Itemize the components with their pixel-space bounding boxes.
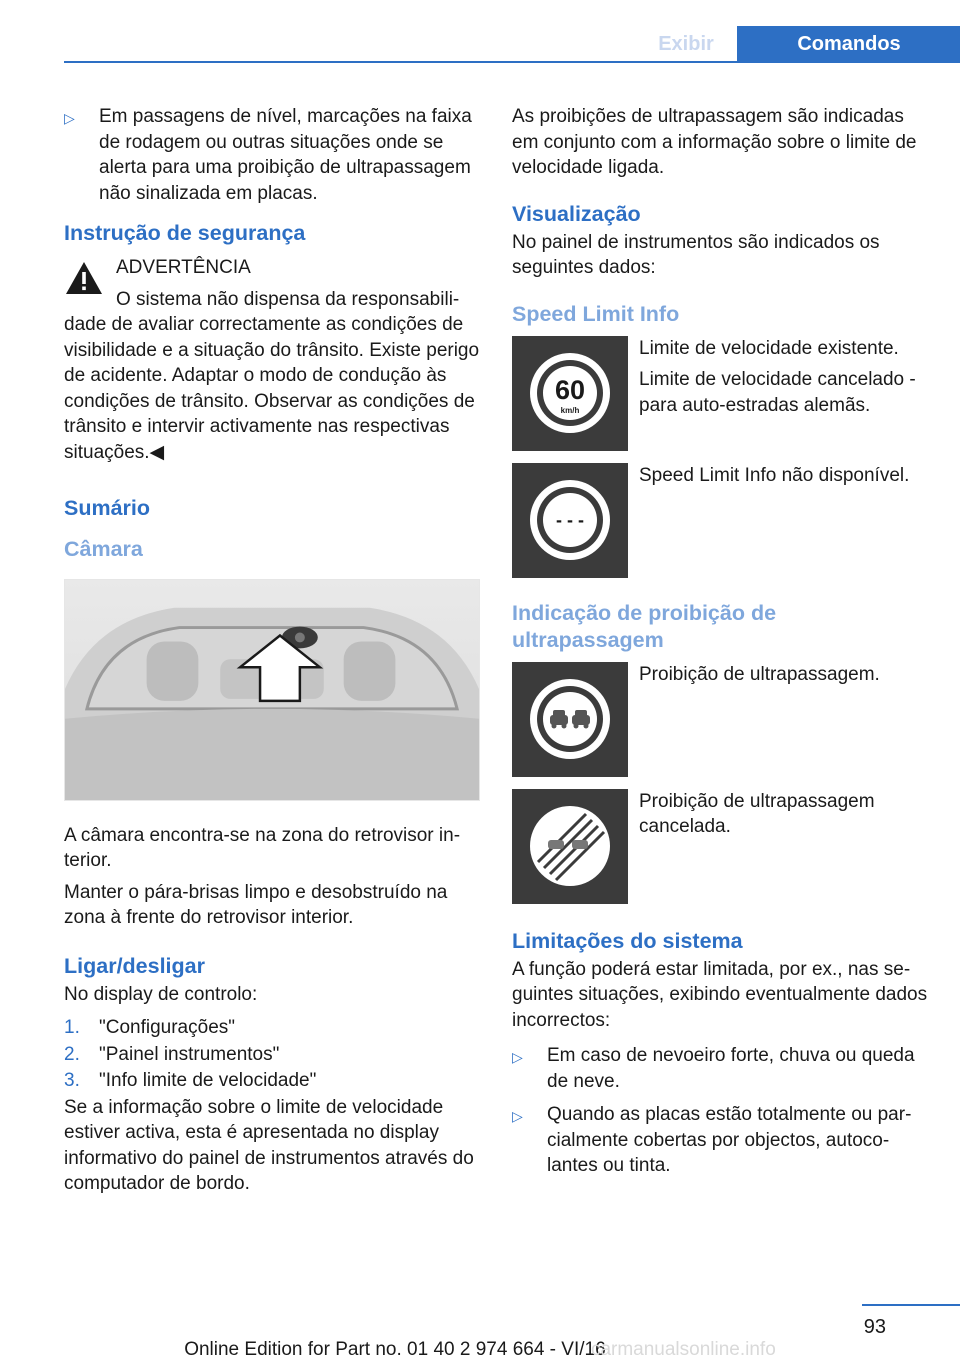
camera-photo (64, 579, 480, 801)
camera-text-1: A câmara encontra-se na zona do retrovisor interior. (64, 824, 461, 871)
left-column (64, 104, 482, 1203)
sign-row (512, 789, 930, 904)
sign-text (628, 789, 930, 904)
no-passing-icon (528, 677, 612, 761)
sli-text-2: Limite de velocidade cancelado - para auto-estradas alemãs. (639, 369, 916, 416)
sign-row (512, 336, 930, 451)
warning-text (64, 287, 482, 466)
no-passing-text-1: Proibição de ultrapassagem. (639, 663, 880, 685)
right-column (512, 104, 930, 1187)
footer-rule (862, 1304, 960, 1306)
warning-icon (64, 260, 104, 296)
step-number: 2. (64, 1043, 80, 1065)
summary-heading: Sumário (64, 496, 151, 520)
step-number: 1. (64, 1017, 80, 1038)
bullet-text: Quando as placas estão totalmente ou parcialmente cobertas por objectos, autocolantes ou tinta. (547, 1104, 912, 1176)
camera-text-2: Manter o pára-brisas limpo e desobstruído na zona à frente do retrovisor interior. (64, 881, 448, 928)
sign-speed-value: 60 (554, 375, 586, 405)
edition-text: Online Edition for Part no. 01 40 2 974 664 - VI/16 (184, 1339, 606, 1360)
warning-block (64, 255, 482, 465)
step-text: "Info limite de velocidade" (99, 1070, 317, 1091)
sign-dashes: - - - (556, 510, 584, 530)
right-intro: As proibições de ultrapassagem são indicadas em conjunto com a informação sobre o limite de velocidade ligada. (512, 106, 917, 178)
sign-text (628, 662, 880, 777)
speed-sign-60-icon (528, 351, 612, 435)
speed-limit-60-sign (512, 336, 628, 451)
no-passing-cancelled-icon (528, 804, 612, 888)
header-rule (64, 61, 960, 63)
sli-text-3: Speed Limit Info não disponível. (639, 464, 910, 486)
onoff-outro: Se a informação sobre o limite de velocidade estiver activa, esta é apresentada no display informativo do painel de instrumentos através do computador de bordo. (64, 1096, 474, 1194)
safety-heading: Instrução de segurança (64, 221, 306, 245)
list-item (512, 1102, 930, 1179)
list-item (64, 1068, 482, 1094)
sli-text-1: Limite de velocidade existente. (639, 337, 899, 359)
bullet-text: Em passagens de nível, marcações na faixa de rodagem ou outras situações onde se alerta para uma proibição de ultrapassagem não sinalizada em placas. (99, 106, 472, 204)
header-tabs (635, 26, 960, 62)
sign-text (628, 336, 930, 451)
display-heading: Visualização (512, 201, 641, 226)
bullet-text: Em caso de nevoeiro forte, chuva ou queda de neve. (547, 1045, 915, 1092)
warning-title: ADVERTÊNCIA (116, 257, 251, 278)
edition-line (0, 1339, 960, 1361)
list-item (512, 1043, 930, 1094)
step-text: "Painel instrumentos" (99, 1043, 280, 1065)
onoff-intro: No display de controlo: (64, 983, 258, 1005)
sign-speed-unit: km/h (560, 406, 580, 415)
bullet-triangle-icon: ▷ (512, 1049, 523, 1065)
camera-heading: Câmara (64, 537, 143, 561)
sign-row (512, 463, 930, 578)
onoff-heading: Ligar/desligar (64, 953, 205, 978)
speed-limit-unavailable-sign (512, 463, 628, 578)
tab-exibir[interactable]: Exibir (658, 32, 714, 55)
bullet-triangle-icon: ▷ (512, 1108, 523, 1124)
speed-sign-unavailable-icon (528, 478, 612, 562)
list-item (64, 104, 482, 206)
limits-heading: Limitações do sistema (512, 928, 743, 953)
limits-text: A função poderá estar limitada, por ex., nas seguintes situações, exibindo eventualmente dados incorrectos: (512, 958, 928, 1031)
list-item (64, 1042, 482, 1068)
steps-list (64, 1015, 482, 1094)
list-item (64, 1015, 482, 1041)
tab-comandos[interactable]: Comandos (737, 26, 960, 62)
speed-limit-info-heading: Speed Limit Info (512, 301, 680, 326)
no-passing-text-2: Proibição de ultrapassagem cancelada. (639, 790, 875, 837)
no-passing-sign (512, 662, 628, 777)
sign-text (628, 463, 909, 578)
no-passing-heading: Indicação de proibição de ultrapassagem (512, 600, 777, 652)
step-text: "Configurações" (99, 1017, 236, 1038)
sign-row (512, 662, 930, 777)
step-number: 3. (64, 1070, 80, 1091)
no-passing-cancelled-sign (512, 789, 628, 904)
watermark: carmanualsonline.info (590, 1339, 776, 1360)
warning-body: O sistema não dispensa da responsabilidade de avaliar correctamente as condições de visibilidade e a situação do trânsito. Existe perigo de acidente. Adaptar o modo de condução às condições de trânsito. Observar as condições de trânsito e intervir activamente nas respectivas situações.◀ (64, 288, 480, 463)
bullet-triangle-icon: ▷ (64, 110, 75, 126)
page-number: 93 (863, 1316, 886, 1338)
display-text: No painel de instrumentos são indicados os seguintes dados: (512, 231, 880, 278)
